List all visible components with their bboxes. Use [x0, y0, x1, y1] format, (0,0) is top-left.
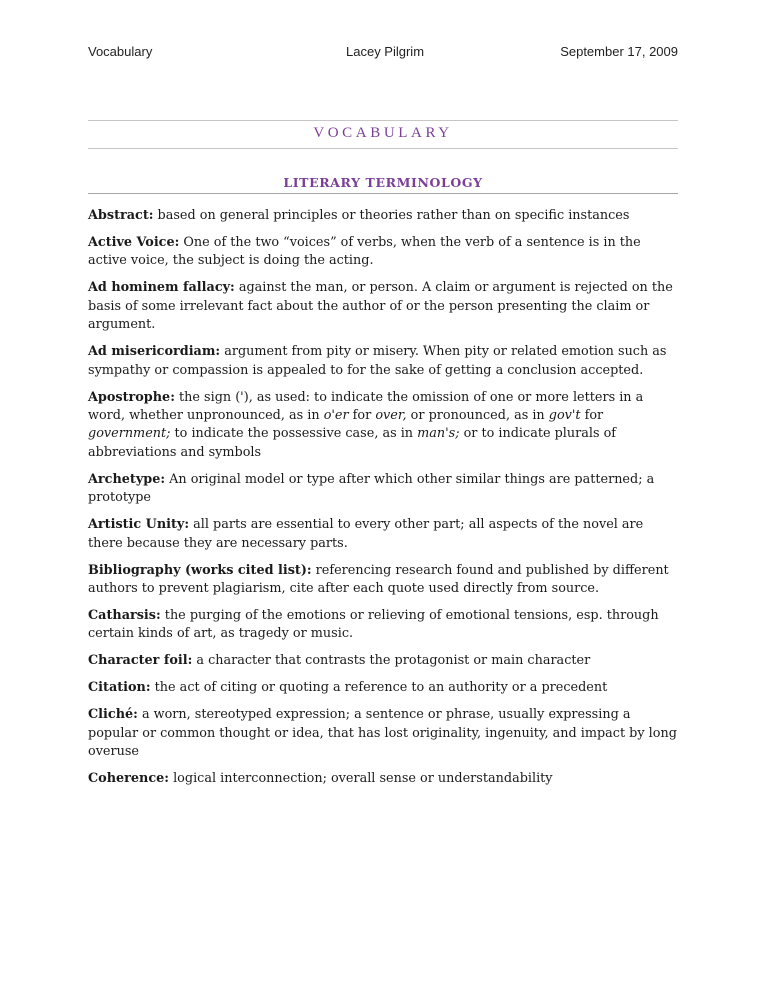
definition-text: the sign ('), as used: to indicate the omission of one or more letters in a word, whether unpronounced, as in: [88, 389, 644, 424]
glossary-entry: [88, 471, 680, 508]
header-subject: Vocabulary: [88, 44, 153, 59]
definition-text: or to indicate plurals of abbreviations and symbols: [88, 426, 617, 460]
glossary-term: Catharsis:: [88, 608, 161, 624]
glossary-term: Character foil:: [88, 653, 193, 669]
definition-text: the act of citing or quoting a reference to an authority or a precedent: [150, 680, 608, 696]
glossary-entry: [88, 234, 680, 271]
definition-italic-text: o'er: [323, 408, 349, 424]
glossary-term: Cliché:: [88, 707, 138, 723]
section-rule: [88, 193, 678, 194]
section-heading: LITERARY TERMINOLOGY: [283, 175, 483, 190]
glossary-term: Ad hominem fallacy:: [88, 280, 235, 296]
glossary-term: Archetype:: [88, 471, 166, 487]
header-date: September 17, 2009: [560, 44, 678, 59]
glossary-term: Ad misericordiam:: [88, 344, 221, 360]
definition-italic-text: over,: [375, 408, 407, 424]
title-top-rule: [88, 120, 678, 121]
glossary-list: [88, 207, 680, 797]
definition-text: for: [580, 408, 604, 424]
definition-text: logical interconnection; overall sense or understandability: [169, 771, 553, 787]
definition-text: against the man, or person. A claim or argument is rejected on the basis of some irrelevant fact about the author of or the person presenting the claim or argument.: [88, 280, 673, 333]
glossary-term: Citation:: [88, 680, 151, 696]
glossary-term: Active Voice:: [88, 235, 180, 250]
definition-italic-text: man's;: [417, 426, 460, 442]
glossary-entry: [88, 770, 680, 788]
definition-text: a character that contrasts the protagonist or main character: [192, 653, 591, 669]
glossary-entry: [88, 279, 680, 334]
definition-text: or pronounced, as in: [406, 408, 549, 424]
glossary-entry: [88, 607, 680, 644]
definition-text: referencing research found and published by different authors to prevent plagiarism, cite after each quote used directly from source.: [88, 562, 669, 597]
definition-text: the purging of the emotions or relieving of emotional tensions, esp. through certain kinds of art, as tragedy or music.: [88, 608, 659, 642]
glossary-entry: [88, 516, 680, 553]
glossary-entry: [88, 207, 680, 225]
glossary-entry: [88, 679, 680, 697]
header-author: Lacey Pilgrim: [346, 44, 425, 59]
glossary-entry: [88, 343, 680, 380]
definition-italic-text: government;: [88, 426, 171, 442]
glossary-entry: [88, 652, 680, 670]
definition-text: An original model or type after which other similar things are patterned; a prototype: [88, 471, 655, 506]
glossary-term: Bibliography (works cited list):: [88, 562, 312, 578]
glossary-term: Abstract:: [88, 208, 154, 223]
definition-text: One of the two “voices” of verbs, when the verb of a sentence is in the active voice, the subject is doing the acting.: [88, 235, 641, 269]
definition-text: all parts are essential to every other part; all aspects of the novel are there because they are necessary parts.: [88, 517, 644, 551]
definition-text: argument from pity or misery. When pity or related emotion such as sympathy or compassion is appealed to for the sake of getting a conclusion accepted.: [88, 344, 667, 378]
definition-text: to indicate the possessive case, as in: [170, 426, 418, 442]
glossary-entry: [88, 389, 680, 463]
title-bottom-rule: [88, 148, 678, 149]
glossary-term: Artistic Unity:: [88, 517, 190, 533]
glossary-entry: [88, 706, 680, 761]
definition-text: a worn, stereotyped expression; a sentence or phrase, usually expressing a popular or common thought or idea, that has lost originality, ingenuity, and impact by long overuse: [88, 707, 677, 760]
glossary-term: Coherence:: [88, 771, 170, 787]
glossary-entry: [88, 562, 680, 599]
glossary-term: Apostrophe:: [88, 389, 175, 405]
document-title: VOCABULARY: [313, 125, 453, 141]
definition-text: based on general principles or theories rather than on specific instances: [153, 208, 630, 223]
definition-text: for: [348, 408, 376, 424]
definition-italic-text: gov't: [548, 408, 581, 424]
